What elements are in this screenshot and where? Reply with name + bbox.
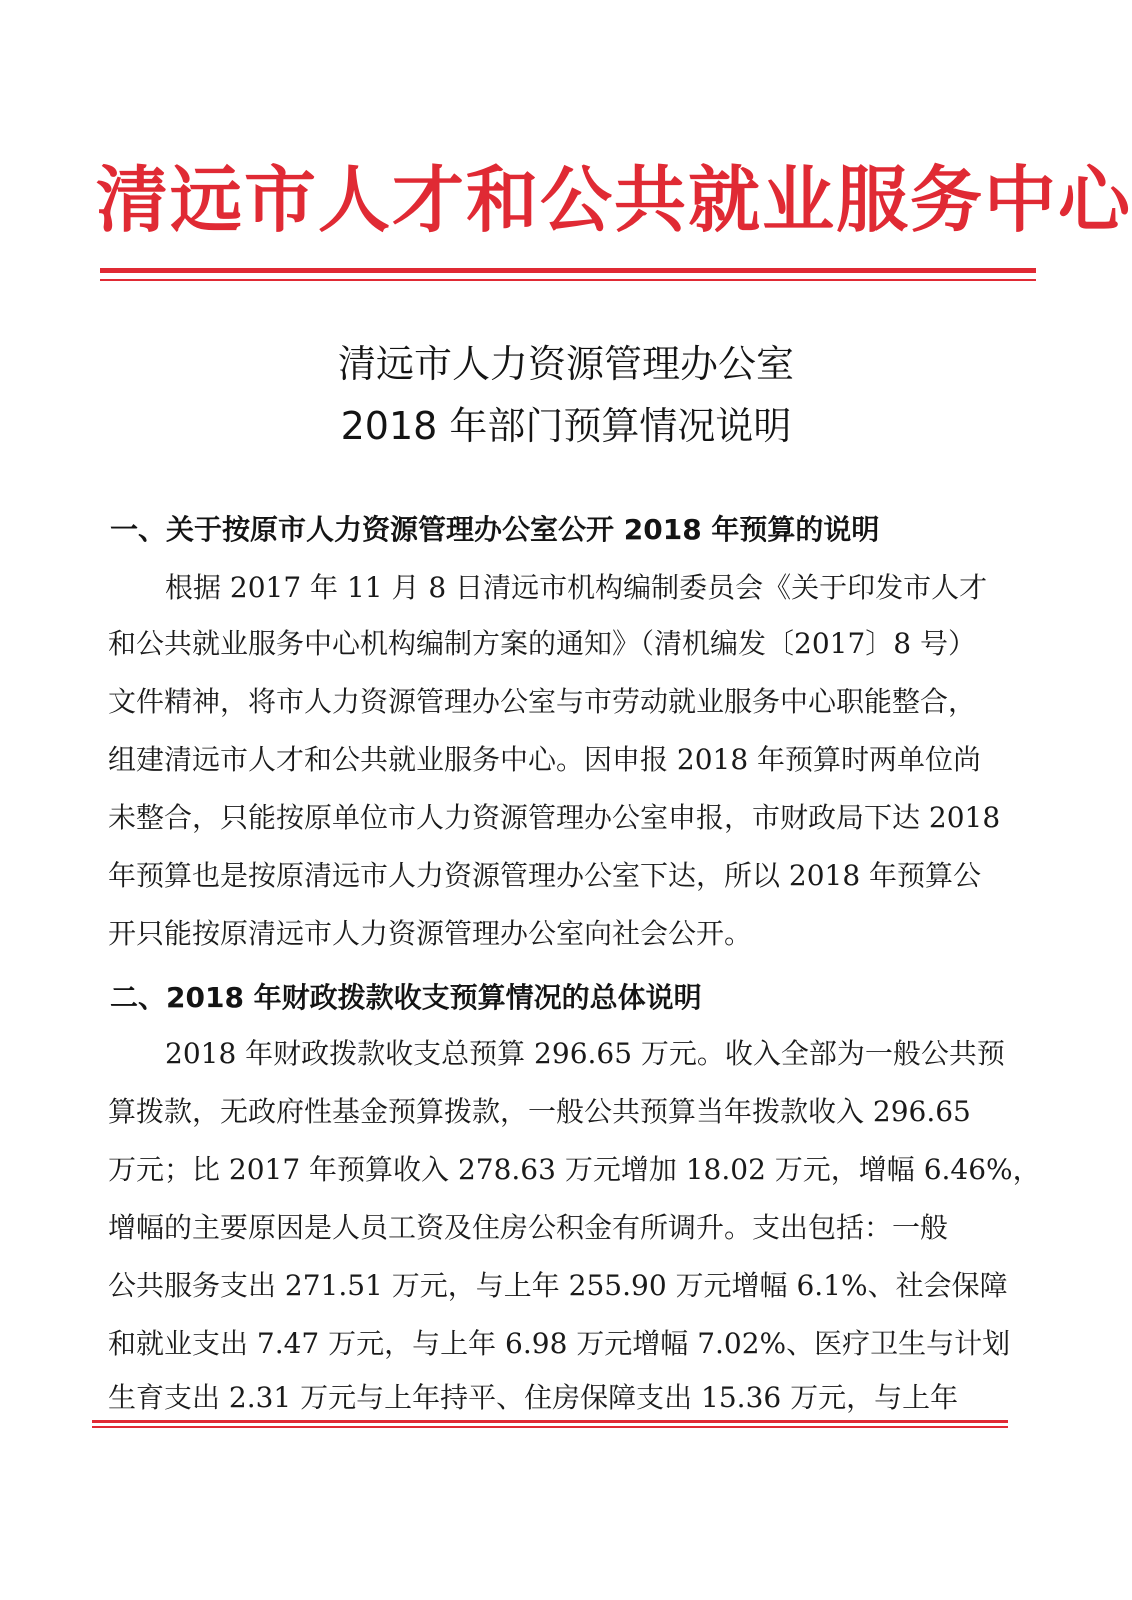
section-1-line-6: 年预算也是按原清远市人力资源管理办公室下达，所以 2018 年预算公 [108, 859, 982, 892]
section-2-line-1: 2018 年财政拨款收支总预算 296.65 万元。收入全部为一般公共预 [165, 1037, 1005, 1070]
section-2-line-2: 算拨款，无政府性基金预算拨款，一般公共预算当年拨款收入 296.65 [108, 1095, 971, 1128]
section-1-heading: 一、关于按原市人力资源管理办公室公开 2018 年预算的说明 [110, 513, 880, 546]
page-bottom-rule-thin [92, 1426, 1008, 1428]
section-1-line-1: 根据 2017 年 11 月 8 日清远市机构编制委员会《关于印发市人才 [165, 571, 988, 604]
section-1-line-2: 和公共就业服务中心机构编制方案的通知》（清机编发〔2017〕8 号） [108, 627, 976, 660]
section-1-line-4: 组建清远市人才和公共就业服务中心。因申报 2018 年预算时两单位尚 [108, 743, 982, 776]
letterhead-rule-thin [100, 279, 1036, 281]
section-2-line-7: 生育支出 2.31 万元与上年持平、住房保障支出 15.36 万元，与上年 [108, 1381, 959, 1414]
section-2-heading: 二、2018 年财政拨款收支预算情况的总体说明 [110, 981, 702, 1014]
document-title-line-2: 2018 年部门预算情况说明 [340, 404, 792, 448]
section-2-line-5: 公共服务支出 271.51 万元，与上年 255.90 万元增幅 6.1%、社会保障 [108, 1269, 1008, 1302]
document-title-line-1: 清远市人力资源管理办公室 [337, 342, 794, 386]
section-2-line-4: 增幅的主要原因是人员工资及住房公积金有所调升。支出包括：一般 [108, 1211, 949, 1244]
section-1-line-3: 文件精神，将市人力资源管理办公室与市劳动就业服务中心职能整合， [108, 685, 977, 718]
section-2-line-6: 和就业支出 7.47 万元，与上年 6.98 万元增幅 7.02%、医疗卫生与计划 [108, 1327, 1011, 1360]
section-2-line-3: 万元；比 2017 年预算收入 278.63 万元增加 18.02 万元，增幅 6.46%， [108, 1153, 1041, 1186]
page-bottom-rule-thick [92, 1420, 1008, 1423]
letterhead-org-name: 清远市人才和公共就业服务中心 [96, 157, 1132, 242]
section-1-line-5: 未整合，只能按原单位市人力资源管理办公室申报，市财政局下达 2018 [108, 801, 1001, 834]
section-1-line-7: 开只能按原清远市人力资源管理办公室向社会公开。 [108, 917, 753, 950]
letterhead-rule-thick [100, 268, 1036, 273]
